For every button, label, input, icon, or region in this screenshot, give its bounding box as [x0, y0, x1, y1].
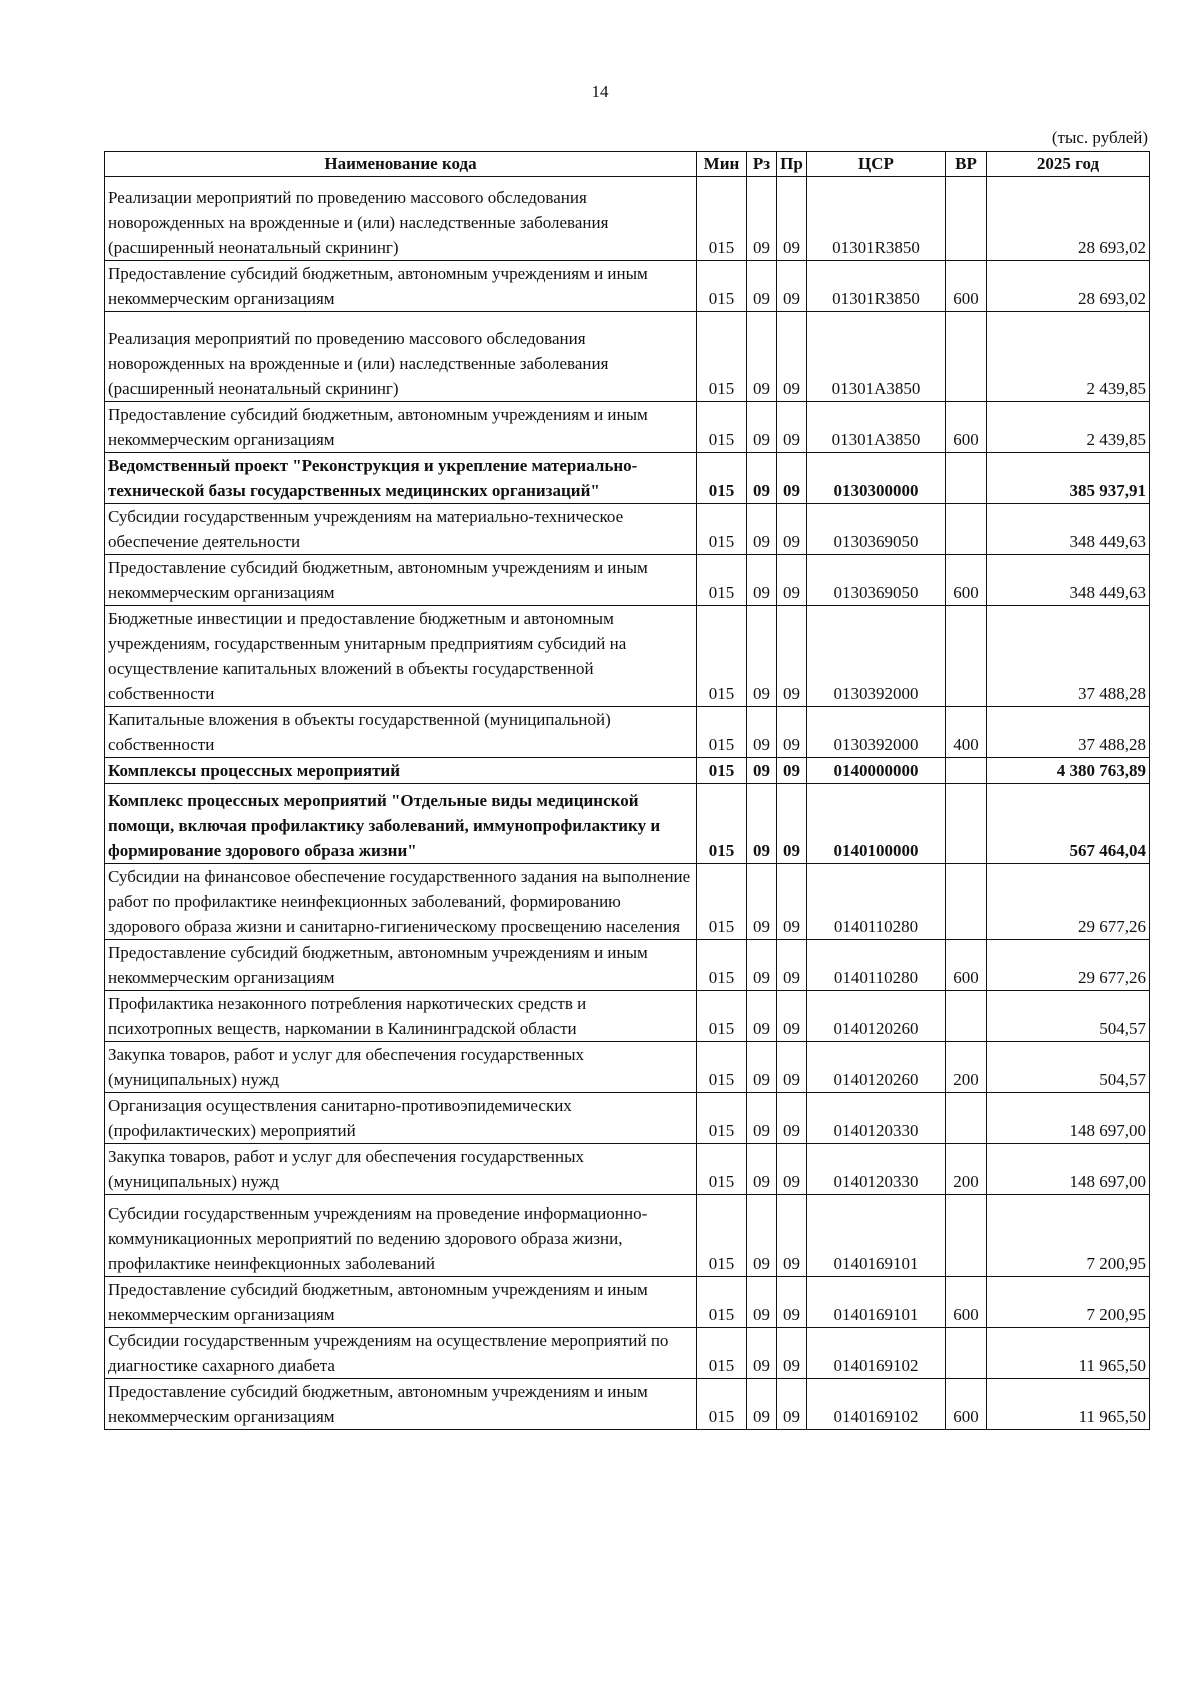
cell-pr: 09: [777, 1093, 807, 1144]
cell-pr: 09: [777, 1277, 807, 1328]
cell-vr: [946, 1328, 987, 1379]
cell-pr: 09: [777, 312, 807, 402]
cell-name: Профилактика незаконного потребления наркотических средств и психотропных веществ, наркомании в Калининградской области: [105, 991, 697, 1042]
cell-vr: [946, 312, 987, 402]
cell-name: Субсидии на финансовое обеспечение государственного задания на выполнение работ по профилактике неинфекционных заболеваний, формированию здорового образа жизни и санитарно-гигиеническому просвещению населения: [105, 864, 697, 940]
cell-min: 015: [697, 453, 747, 504]
cell-amount: 28 693,02: [987, 177, 1150, 261]
budget-table: [104, 151, 1150, 1430]
cell-csr: 0130369050: [807, 555, 946, 606]
cell-name: Субсидии государственным учреждениям на проведение информационно-коммуникационных мероприятий по ведению здорового образа жизни, профилактике неинфекционных заболеваний: [105, 1195, 697, 1277]
cell-pr: 09: [777, 784, 807, 864]
cell-rz: 09: [747, 758, 777, 784]
cell-name: Реализации мероприятий по проведению массового обследования новорожденных на врожденные и (или) наследственные заболевания (расширенный неонатальный скрининг): [105, 177, 697, 261]
cell-name: Ведомственный проект "Реконструкция и укрепление материально-технической базы государственных медицинских организаций": [105, 453, 697, 504]
table-row: [105, 177, 1150, 261]
table-row: [105, 453, 1150, 504]
cell-min: 015: [697, 1277, 747, 1328]
cell-csr: 0130300000: [807, 453, 946, 504]
cell-min: 015: [697, 606, 747, 707]
cell-amount: 148 697,00: [987, 1144, 1150, 1195]
cell-min: 015: [697, 707, 747, 758]
cell-pr: 09: [777, 555, 807, 606]
cell-csr: 0140000000: [807, 758, 946, 784]
cell-amount: 11 965,50: [987, 1379, 1150, 1430]
cell-vr: [946, 758, 987, 784]
cell-csr: 0140110280: [807, 940, 946, 991]
cell-amount: 148 697,00: [987, 1093, 1150, 1144]
cell-amount: 7 200,95: [987, 1277, 1150, 1328]
cell-pr: 09: [777, 940, 807, 991]
cell-vr: [946, 177, 987, 261]
cell-amount: 28 693,02: [987, 261, 1150, 312]
cell-csr: 01301R3850: [807, 177, 946, 261]
cell-vr: [946, 991, 987, 1042]
cell-amount: 385 937,91: [987, 453, 1150, 504]
cell-pr: 09: [777, 1042, 807, 1093]
cell-name: Предоставление субсидий бюджетным, автономным учреждениям и иным некоммерческим организациям: [105, 261, 697, 312]
table-row: [105, 1328, 1150, 1379]
table-row: [105, 402, 1150, 453]
cell-amount: 567 464,04: [987, 784, 1150, 864]
cell-min: 015: [697, 991, 747, 1042]
header-name: Наименование кода: [105, 152, 697, 177]
cell-pr: 09: [777, 991, 807, 1042]
cell-vr: 600: [946, 261, 987, 312]
table-row: [105, 1277, 1150, 1328]
cell-name: Предоставление субсидий бюджетным, автономным учреждениям и иным некоммерческим организациям: [105, 402, 697, 453]
table-row: [105, 261, 1150, 312]
cell-pr: 09: [777, 402, 807, 453]
cell-name: Реализация мероприятий по проведению массового обследования новорожденных на врожденные и (или) наследственные заболевания (расширенный неонатальный скрининг): [105, 312, 697, 402]
cell-csr: 0140110280: [807, 864, 946, 940]
table-row: [105, 555, 1150, 606]
cell-vr: [946, 453, 987, 504]
cell-amount: 37 488,28: [987, 606, 1150, 707]
cell-rz: 09: [747, 1144, 777, 1195]
cell-csr: 0140169101: [807, 1277, 946, 1328]
cell-amount: 29 677,26: [987, 864, 1150, 940]
cell-amount: 2 439,85: [987, 402, 1150, 453]
table-row: [105, 606, 1150, 707]
cell-name: Бюджетные инвестиции и предоставление бюджетным и автономным учреждениям, государственным унитарным предприятиям субсидий на осуществление капитальных вложений в объекты государственной собственности: [105, 606, 697, 707]
cell-name: Предоставление субсидий бюджетным, автономным учреждениям и иным некоммерческим организациям: [105, 555, 697, 606]
cell-rz: 09: [747, 1093, 777, 1144]
cell-name: Субсидии государственным учреждениям на осуществление мероприятий по диагностике сахарного диабета: [105, 1328, 697, 1379]
table-row: [105, 1144, 1150, 1195]
page-number: 14: [591, 82, 609, 101]
cell-pr: 09: [777, 453, 807, 504]
table-row: [105, 991, 1150, 1042]
cell-min: 015: [697, 1195, 747, 1277]
cell-rz: 09: [747, 1195, 777, 1277]
cell-amount: 37 488,28: [987, 707, 1150, 758]
cell-amount: 29 677,26: [987, 940, 1150, 991]
cell-pr: 09: [777, 1379, 807, 1430]
cell-vr: 200: [946, 1042, 987, 1093]
cell-csr: 0140169101: [807, 1195, 946, 1277]
cell-min: 015: [697, 940, 747, 991]
header-pr: Пр: [777, 152, 807, 177]
table-row: [105, 940, 1150, 991]
cell-min: 015: [697, 864, 747, 940]
cell-csr: 0140120330: [807, 1093, 946, 1144]
cell-csr: 0140120260: [807, 991, 946, 1042]
cell-name: Комплексы процессных мероприятий: [105, 758, 697, 784]
cell-amount: 348 449,63: [987, 555, 1150, 606]
cell-rz: 09: [747, 555, 777, 606]
cell-rz: 09: [747, 1379, 777, 1430]
table-row: [105, 864, 1150, 940]
cell-vr: [946, 606, 987, 707]
cell-rz: 09: [747, 312, 777, 402]
cell-name: Капитальные вложения в объекты государственной (муниципальной) собственности: [105, 707, 697, 758]
cell-pr: 09: [777, 504, 807, 555]
cell-rz: 09: [747, 261, 777, 312]
header-year: 2025 год: [987, 152, 1150, 177]
cell-pr: 09: [777, 1195, 807, 1277]
cell-csr: 01301A3850: [807, 402, 946, 453]
cell-rz: 09: [747, 402, 777, 453]
cell-rz: 09: [747, 784, 777, 864]
cell-rz: 09: [747, 453, 777, 504]
cell-amount: 2 439,85: [987, 312, 1150, 402]
cell-vr: 200: [946, 1144, 987, 1195]
cell-min: 015: [697, 1093, 747, 1144]
cell-name: Предоставление субсидий бюджетным, автономным учреждениям и иным некоммерческим организациям: [105, 1277, 697, 1328]
cell-pr: 09: [777, 261, 807, 312]
table-row: [105, 758, 1150, 784]
cell-rz: 09: [747, 177, 777, 261]
header-min: Мин: [697, 152, 747, 177]
cell-vr: [946, 504, 987, 555]
cell-name: Предоставление субсидий бюджетным, автономным учреждениям и иным некоммерческим организациям: [105, 1379, 697, 1430]
cell-pr: 09: [777, 1328, 807, 1379]
cell-vr: 600: [946, 940, 987, 991]
cell-csr: 01301A3850: [807, 312, 946, 402]
cell-csr: 0130392000: [807, 707, 946, 758]
cell-pr: 09: [777, 606, 807, 707]
cell-min: 015: [697, 784, 747, 864]
cell-vr: [946, 1093, 987, 1144]
cell-pr: 09: [777, 864, 807, 940]
cell-csr: 0130392000: [807, 606, 946, 707]
cell-rz: 09: [747, 1328, 777, 1379]
cell-amount: 504,57: [987, 991, 1150, 1042]
cell-rz: 09: [747, 940, 777, 991]
cell-rz: 09: [747, 606, 777, 707]
cell-rz: 09: [747, 991, 777, 1042]
table-row: [105, 1042, 1150, 1093]
cell-csr: 0140169102: [807, 1379, 946, 1430]
header-csr: ЦСР: [807, 152, 946, 177]
cell-vr: [946, 864, 987, 940]
cell-name: Закупка товаров, работ и услуг для обеспечения государственных (муниципальных) нужд: [105, 1042, 697, 1093]
cell-amount: 348 449,63: [987, 504, 1150, 555]
cell-csr: 0130369050: [807, 504, 946, 555]
cell-pr: 09: [777, 1144, 807, 1195]
cell-min: 015: [697, 261, 747, 312]
cell-amount: 11 965,50: [987, 1328, 1150, 1379]
cell-csr: 0140100000: [807, 784, 946, 864]
cell-name: Предоставление субсидий бюджетным, автономным учреждениям и иным некоммерческим организациям: [105, 940, 697, 991]
cell-vr: 600: [946, 402, 987, 453]
table-row: [105, 1195, 1150, 1277]
cell-vr: 600: [946, 1277, 987, 1328]
cell-vr: 400: [946, 707, 987, 758]
cell-rz: 09: [747, 1042, 777, 1093]
cell-name: Субсидии государственным учреждениям на материально-техническое обеспечение деятельности: [105, 504, 697, 555]
cell-amount: 4 380 763,89: [987, 758, 1150, 784]
cell-csr: 01301R3850: [807, 261, 946, 312]
cell-min: 015: [697, 555, 747, 606]
cell-name: Комплекс процессных мероприятий "Отдельные виды медицинской помощи, включая профилактику заболеваний, иммунопрофилактику и формирование здорового образа жизни": [105, 784, 697, 864]
cell-name: Закупка товаров, работ и услуг для обеспечения государственных (муниципальных) нужд: [105, 1144, 697, 1195]
table-row: [105, 1379, 1150, 1430]
cell-amount: 7 200,95: [987, 1195, 1150, 1277]
cell-pr: 09: [777, 707, 807, 758]
cell-rz: 09: [747, 504, 777, 555]
cell-csr: 0140169102: [807, 1328, 946, 1379]
table-row: [105, 784, 1150, 864]
cell-min: 015: [697, 312, 747, 402]
cell-rz: 09: [747, 707, 777, 758]
table-row: [105, 1093, 1150, 1144]
cell-min: 015: [697, 1379, 747, 1430]
cell-vr: 600: [946, 555, 987, 606]
table-row: [105, 707, 1150, 758]
header-vr: ВР: [946, 152, 987, 177]
cell-min: 015: [697, 1328, 747, 1379]
cell-min: 015: [697, 177, 747, 261]
cell-min: 015: [697, 758, 747, 784]
cell-min: 015: [697, 1042, 747, 1093]
cell-csr: 0140120260: [807, 1042, 946, 1093]
cell-name: Организация осуществления санитарно-противоэпидемических (профилактических) мероприятий: [105, 1093, 697, 1144]
cell-pr: 09: [777, 177, 807, 261]
cell-rz: 09: [747, 1277, 777, 1328]
table-row: [105, 504, 1150, 555]
table-header-row: [105, 152, 1150, 177]
cell-min: 015: [697, 1144, 747, 1195]
cell-rz: 09: [747, 864, 777, 940]
cell-amount: 504,57: [987, 1042, 1150, 1093]
units-label: (тыс. рублей): [1051, 128, 1148, 147]
cell-vr: [946, 784, 987, 864]
cell-min: 015: [697, 504, 747, 555]
table-row: [105, 312, 1150, 402]
cell-vr: 600: [946, 1379, 987, 1430]
cell-vr: [946, 1195, 987, 1277]
header-rz: Рз: [747, 152, 777, 177]
cell-min: 015: [697, 402, 747, 453]
cell-csr: 0140120330: [807, 1144, 946, 1195]
cell-pr: 09: [777, 758, 807, 784]
